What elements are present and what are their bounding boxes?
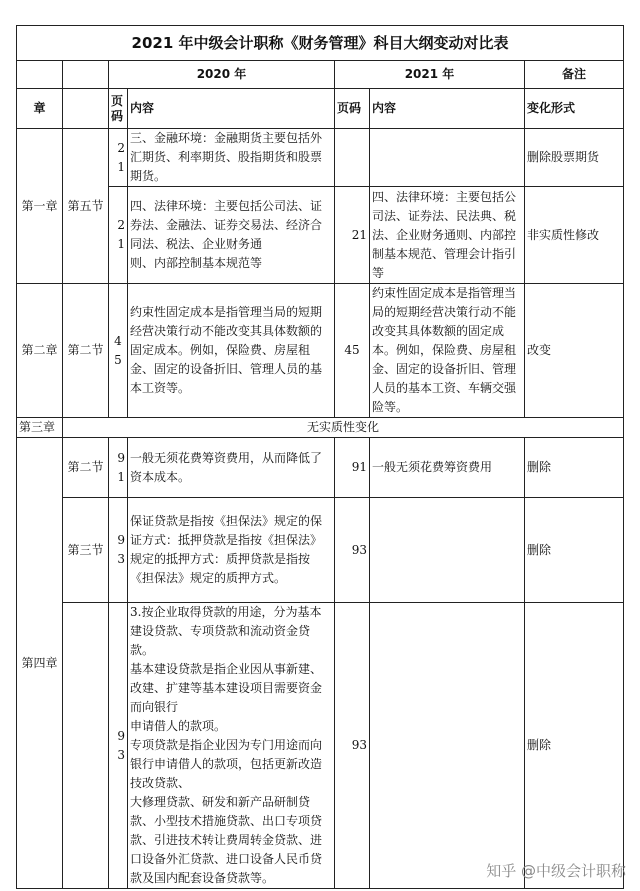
change-cell: 删除 xyxy=(525,603,624,889)
page-2021-cell: 91 xyxy=(335,438,370,498)
content-2020-cell: 3.按企业取得贷款的用途，分为基本建设贷款、专项贷款和流动资金贷款。 基本建设贷款是指企业因从事新建、改建、扩建等基本建设项目需要资金而向银行 申请借人的款项。 专项贷款是指企业因为专门用途而向银行申请借人的款项，包括更新改造技改贷款、 大修理贷款、研发和新产品研制贷款、小型技术措施贷款、出口专项贷款、引进技术转让费周转金贷款、进口设备外汇贷款、进口设备人民币贷款及国内配套设备贷款等。 xyxy=(128,603,335,889)
content-2021-cell: 一般无须花费筹资费用 xyxy=(370,438,525,498)
header-page-no-2021: 页码 xyxy=(335,89,370,129)
page-2020-cell: 21 xyxy=(109,129,128,187)
content-2021-cell xyxy=(370,603,525,889)
page-2021-cell xyxy=(335,129,370,187)
table-row xyxy=(17,187,624,284)
header-blank-chapter xyxy=(17,61,63,89)
page-2020-cell: 91 xyxy=(109,438,128,498)
page-2020-cell: 21 xyxy=(109,187,128,284)
content-2020-cell: 四、法律环境：主要包括公司法、证券法、金融法、证券交易法、经济合同法、税法、企业财务通 则、内部控制基本规范等 xyxy=(128,187,335,284)
change-cell: 非实质性修改 xyxy=(525,187,624,284)
table-row xyxy=(17,129,624,187)
section-cell: 第二节 xyxy=(63,284,109,418)
table-row xyxy=(17,603,624,889)
content-2020-cell: 一般无须花费筹资费用，从而降低了资本成本。 xyxy=(128,438,335,498)
page-2021-cell: 93 xyxy=(335,498,370,603)
header-content-2020: 内容 xyxy=(128,89,335,129)
section-cell: 第二节 xyxy=(63,438,109,498)
change-cell: 删除 xyxy=(525,498,624,603)
page-2020-cell: 93 xyxy=(109,498,128,603)
section-cell xyxy=(63,603,109,889)
page-2021-cell: 93 xyxy=(335,603,370,889)
chapter-cell: 第三章 xyxy=(17,418,63,438)
content-2021-cell xyxy=(370,498,525,603)
zhihu-watermark: 知乎 @中级会计职称 xyxy=(486,862,626,880)
header-chapter: 章 xyxy=(17,89,63,129)
table-row xyxy=(17,418,624,438)
content-2020-cell: 约束性固定成本是指管理当局的短期经营决策行动不能改变其具体数额的固定成本。例如，保险费、房屋租金、固定的设备折旧、管理人员的基本工资等。 xyxy=(128,284,335,418)
content-2020-cell: 保证贷款是指按《担保法》规定的保证方式：抵押贷款是指按《担保法》规定的抵押方式：质押贷款是指按《担保法》规定的质押方式。 xyxy=(128,498,335,603)
page-2021-cell: 21 xyxy=(335,187,370,284)
content-2021-cell: 四、法律环境：主要包括公司法、证券法、民法典、税法、企业财务通则、内部控制基本规范、管理会计指引等 xyxy=(370,187,525,284)
header-blank-section-2 xyxy=(63,89,109,129)
page-2020-cell: 93 xyxy=(109,603,128,889)
header-remarks: 备注 xyxy=(525,61,624,89)
chapter-cell: 第一章 xyxy=(17,129,63,284)
content-2021-cell xyxy=(370,129,525,187)
header-page-no-2020: 页码 xyxy=(109,89,128,129)
header-content-2021: 内容 xyxy=(370,89,525,129)
change-cell: 删除股票期货 xyxy=(525,129,624,187)
table-title: 2021 年中级会计职称《财务管理》科目大纲变动对比表 xyxy=(17,26,624,61)
change-cell: 改变 xyxy=(525,284,624,418)
section-cell: 第三节 xyxy=(63,498,109,603)
change-cell: 删除 xyxy=(525,438,624,498)
header-change-type: 变化形式 xyxy=(525,89,624,129)
content-2021-cell: 约束性固定成本是指管理当局的短期经营决策行动不能改变其具体数额的固定成本。例如，保险费、房屋租金、固定的设备折旧、管理人员的基本工资、车辆交强险等。 xyxy=(370,284,525,418)
chapter-cell: 第四章 xyxy=(17,438,63,889)
no-change-cell: 无实质性变化 xyxy=(63,418,624,438)
chapter-cell: 第二章 xyxy=(17,284,63,418)
header-year-2021: 2021 年 xyxy=(335,61,525,89)
page-2020-cell: 45 xyxy=(109,284,128,418)
header-blank-section xyxy=(63,61,109,89)
comparison-table xyxy=(16,25,624,889)
table-row xyxy=(17,498,624,603)
page-2021-cell: 45 xyxy=(335,284,370,418)
content-2020-cell: 三、金融环境：金融期货主要包括外汇期货、利率期货、股指期货和股票期货。 xyxy=(128,129,335,187)
header-year-2020: 2020 年 xyxy=(109,61,335,89)
table-row xyxy=(17,284,624,418)
table-row xyxy=(17,438,624,498)
section-cell: 第五节 xyxy=(63,129,109,284)
